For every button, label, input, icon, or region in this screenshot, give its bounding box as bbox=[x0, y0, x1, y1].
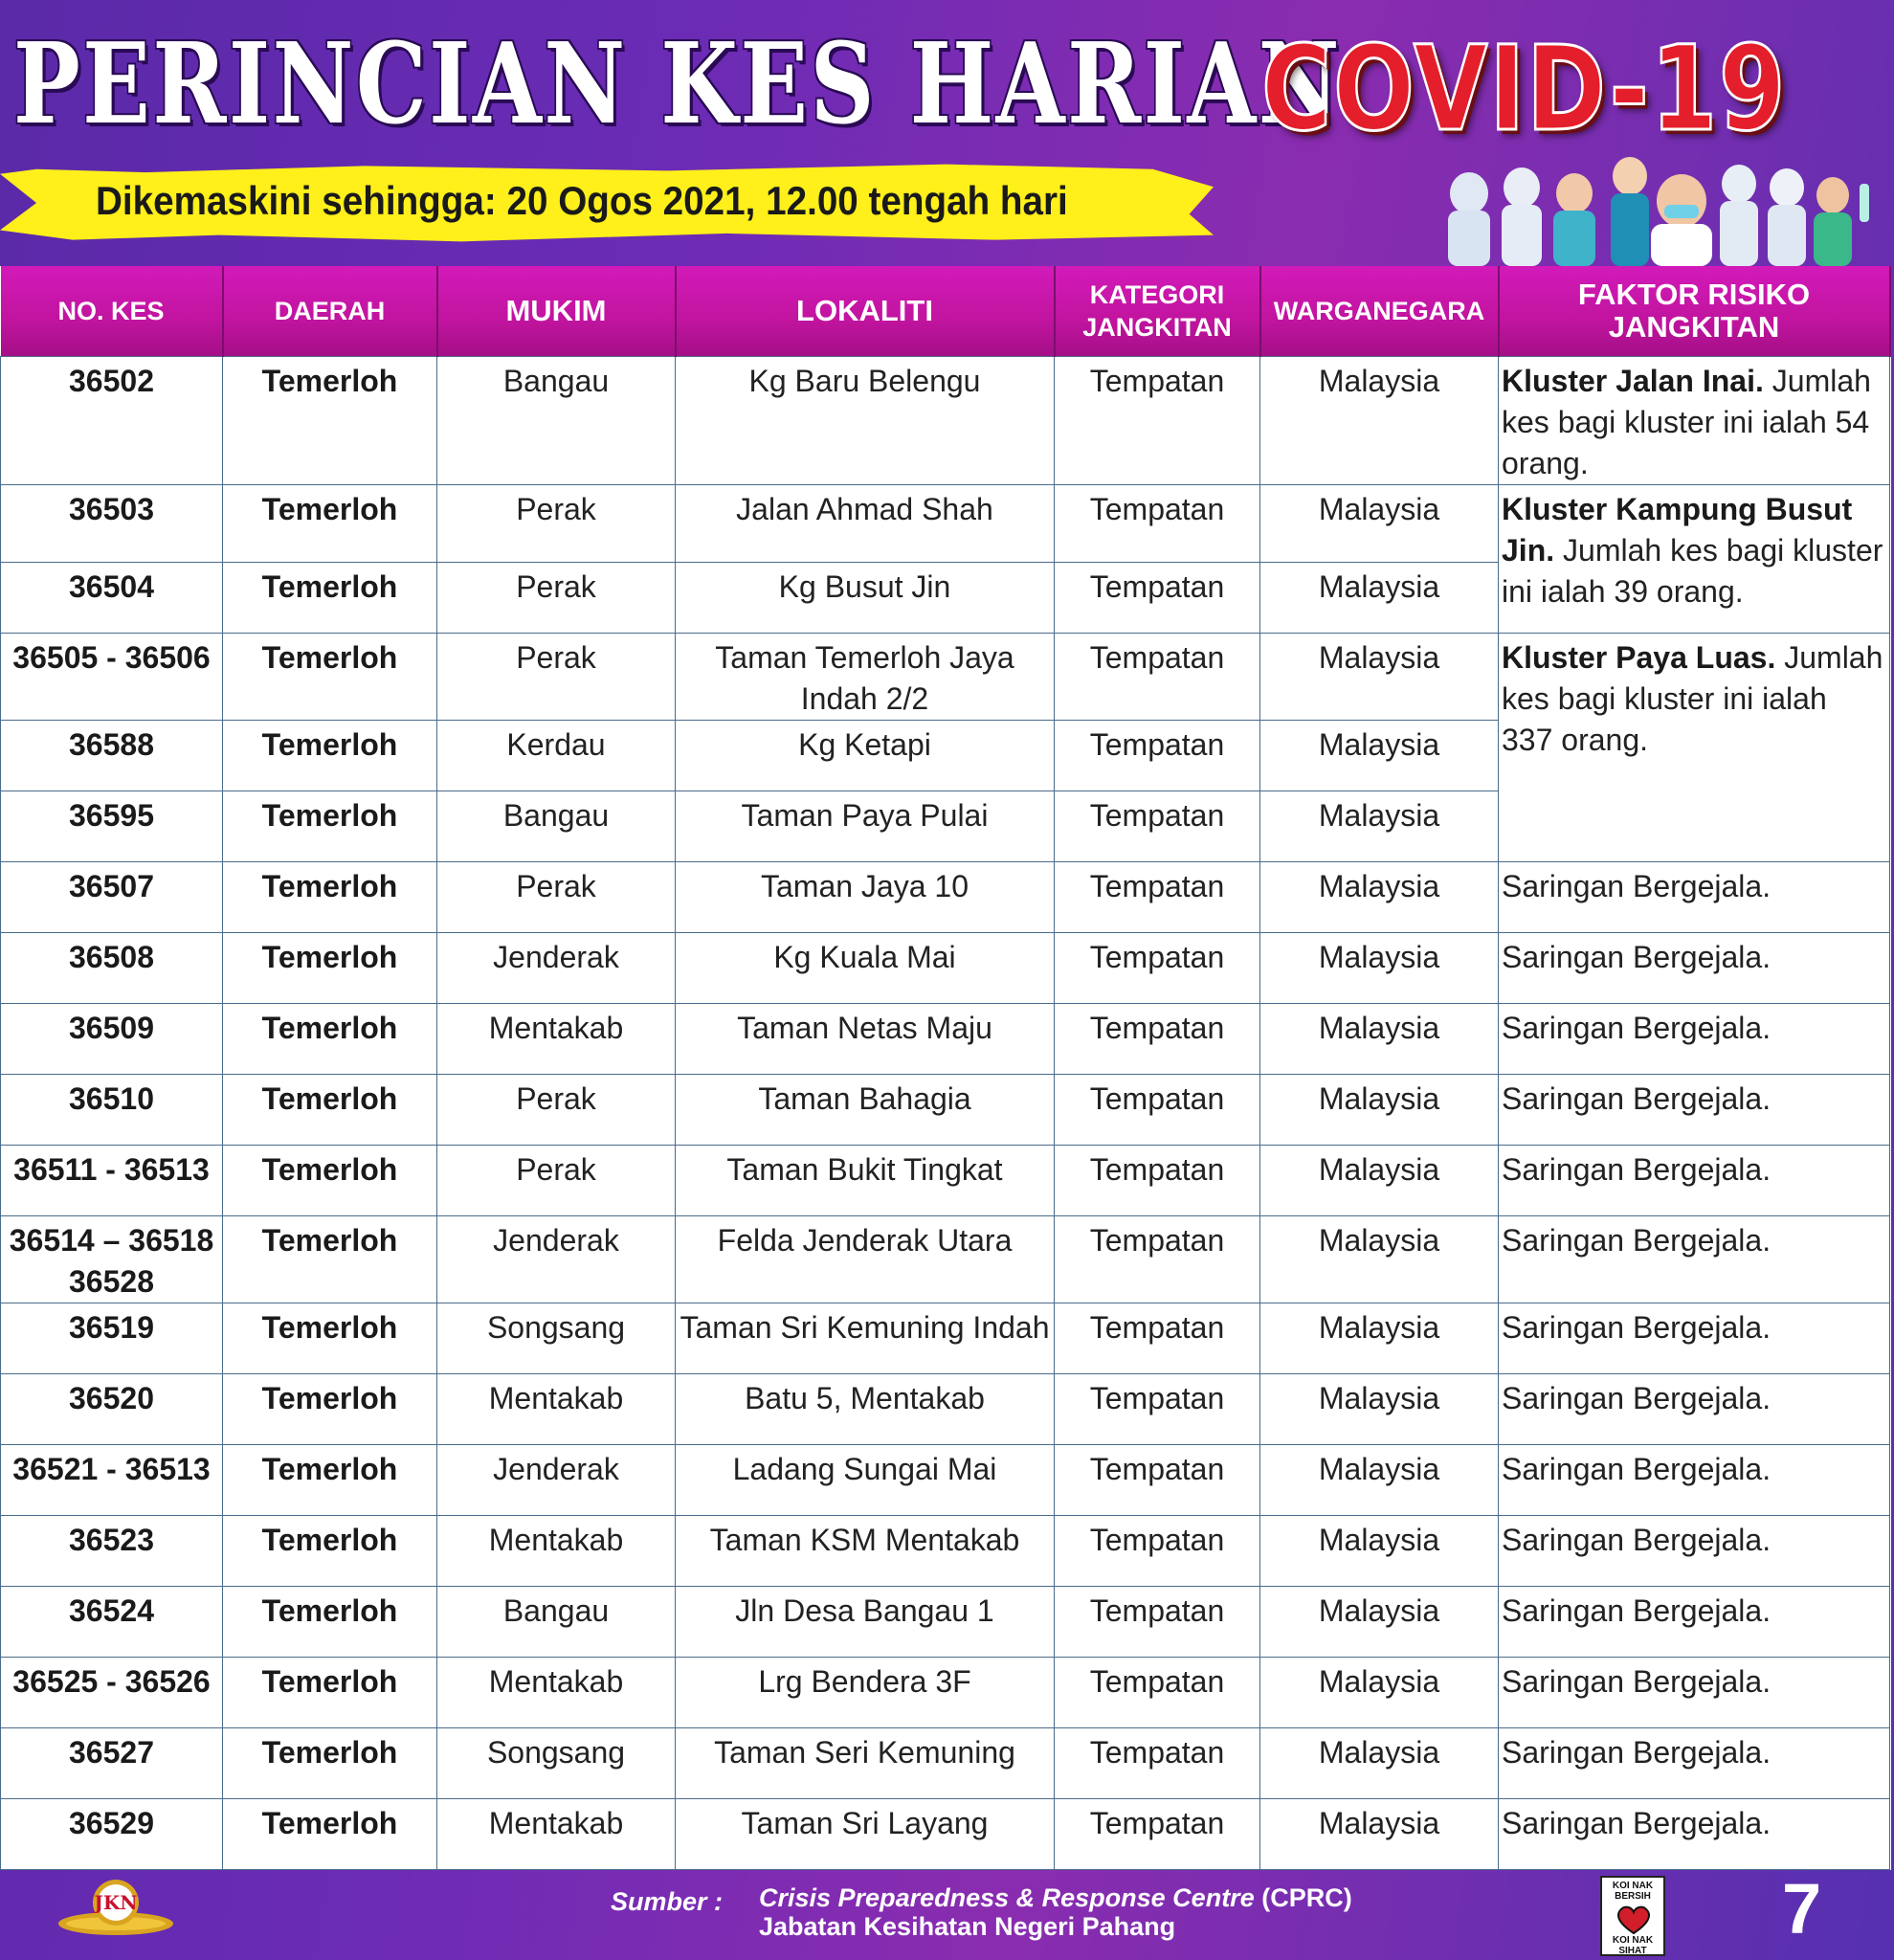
koi-bottom-text: KOI NAK SIHAT bbox=[1612, 1935, 1654, 1956]
jkn-logo-icon bbox=[54, 1874, 178, 1941]
case-number: 36504 bbox=[1, 562, 223, 633]
worker-figures-icon bbox=[1448, 157, 1869, 266]
citizenship: Malaysia bbox=[1260, 1515, 1499, 1586]
case-number: 36527 bbox=[1, 1727, 223, 1798]
case-number: 36502 bbox=[1, 356, 223, 484]
citizenship: Malaysia bbox=[1260, 932, 1499, 1003]
category: Tempatan bbox=[1055, 1373, 1260, 1444]
case-number: 36510 bbox=[1, 1074, 223, 1145]
table-row bbox=[1, 1444, 1890, 1515]
category: Tempatan bbox=[1055, 1215, 1260, 1303]
citizenship: Malaysia bbox=[1260, 1657, 1499, 1727]
category: Tempatan bbox=[1055, 1145, 1260, 1215]
case-number: 36523 bbox=[1, 1515, 223, 1586]
table-row bbox=[1, 1727, 1890, 1798]
column-header-lokaliti: LOKALITI bbox=[676, 266, 1055, 356]
koi-top-text: KOI NAK BERSIH bbox=[1612, 1881, 1654, 1902]
locality: Jln Desa Bangau 1 bbox=[676, 1586, 1055, 1657]
locality: Taman Sri Layang bbox=[676, 1798, 1055, 1869]
citizenship: Malaysia bbox=[1260, 791, 1499, 861]
district: Temerloh bbox=[223, 356, 437, 484]
mukim: Mentakab bbox=[437, 1373, 676, 1444]
table-row bbox=[1, 484, 1890, 562]
locality: Kg Kuala Mai bbox=[676, 932, 1055, 1003]
category: Tempatan bbox=[1055, 562, 1260, 633]
column-header-daerah: DAERAH bbox=[223, 266, 437, 356]
case-number: 36520 bbox=[1, 1373, 223, 1444]
locality: Jalan Ahmad Shah bbox=[676, 484, 1055, 562]
mukim: Mentakab bbox=[437, 1003, 676, 1074]
citizenship: Malaysia bbox=[1260, 720, 1499, 791]
risk-factor: Saringan Bergejala. bbox=[1499, 1727, 1890, 1798]
mukim: Mentakab bbox=[437, 1657, 676, 1727]
risk-factor: Saringan Bergejala. bbox=[1499, 1373, 1890, 1444]
cluster-detail: Jumlah kes bagi kluster ini ialah 337 orang. bbox=[1502, 639, 1883, 757]
table-header-row bbox=[1, 266, 1890, 356]
category: Tempatan bbox=[1055, 861, 1260, 932]
district: Temerloh bbox=[223, 633, 437, 720]
category: Tempatan bbox=[1055, 720, 1260, 791]
risk-factor bbox=[1499, 484, 1890, 633]
locality: Batu 5, Mentakab bbox=[676, 1373, 1055, 1444]
mukim: Songsang bbox=[437, 1727, 676, 1798]
risk-factor: Saringan Bergejala. bbox=[1499, 1444, 1890, 1515]
case-number: 36519 bbox=[1, 1303, 223, 1373]
table-row bbox=[1, 1657, 1890, 1727]
mukim: Kerdau bbox=[437, 720, 676, 791]
table-row bbox=[1, 1145, 1890, 1215]
case-number: 36505 - 36506 bbox=[1, 633, 223, 720]
locality: Taman Jaya 10 bbox=[676, 861, 1055, 932]
citizenship: Malaysia bbox=[1260, 861, 1499, 932]
column-header-kes: NO. KES bbox=[1, 266, 223, 356]
column-header-kategori: KATEGORI JANGKITAN bbox=[1055, 266, 1260, 356]
column-header-warganegara: WARGANEGARA bbox=[1260, 266, 1499, 356]
category: Tempatan bbox=[1055, 633, 1260, 720]
case-table bbox=[0, 266, 1889, 1870]
table-row bbox=[1, 1303, 1890, 1373]
district: Temerloh bbox=[223, 1215, 437, 1303]
district: Temerloh bbox=[223, 1657, 437, 1727]
locality: Taman Paya Pulai bbox=[676, 791, 1055, 861]
locality: Kg Busut Jin bbox=[676, 562, 1055, 633]
case-number: 36595 bbox=[1, 791, 223, 861]
category: Tempatan bbox=[1055, 1798, 1260, 1869]
district: Temerloh bbox=[223, 1515, 437, 1586]
citizenship: Malaysia bbox=[1260, 1373, 1499, 1444]
table-row bbox=[1, 1515, 1890, 1586]
mukim: Jenderak bbox=[437, 1444, 676, 1515]
district: Temerloh bbox=[223, 720, 437, 791]
district: Temerloh bbox=[223, 1303, 437, 1373]
citizenship: Malaysia bbox=[1260, 1303, 1499, 1373]
locality: Taman Netas Maju bbox=[676, 1003, 1055, 1074]
locality: Felda Jenderak Utara bbox=[676, 1215, 1055, 1303]
district: Temerloh bbox=[223, 861, 437, 932]
table-row bbox=[1, 356, 1890, 484]
risk-factor: Saringan Bergejala. bbox=[1499, 1303, 1890, 1373]
cluster-detail: Jumlah kes bagi kluster ini ialah 39 orang. bbox=[1502, 532, 1883, 609]
category: Tempatan bbox=[1055, 484, 1260, 562]
page-number: 7 bbox=[1782, 1869, 1822, 1949]
table-row bbox=[1, 1798, 1890, 1869]
source-line-1: Crisis Preparedness & Response Centre (CPRC) bbox=[759, 1883, 1352, 1912]
table-row bbox=[1, 633, 1890, 720]
citizenship: Malaysia bbox=[1260, 1145, 1499, 1215]
covid-title: COVID-19 bbox=[1261, 21, 1788, 157]
district: Temerloh bbox=[223, 1074, 437, 1145]
heart-icon bbox=[1615, 1904, 1652, 1935]
risk-factor: Saringan Bergejala. bbox=[1499, 932, 1890, 1003]
case-number: 36503 bbox=[1, 484, 223, 562]
table-row bbox=[1, 861, 1890, 932]
case-number: 36588 bbox=[1, 720, 223, 791]
mukim: Bangau bbox=[437, 1586, 676, 1657]
category: Tempatan bbox=[1055, 1586, 1260, 1657]
citizenship: Malaysia bbox=[1260, 562, 1499, 633]
case-number: 36529 bbox=[1, 1798, 223, 1869]
category: Tempatan bbox=[1055, 1074, 1260, 1145]
risk-factor: Saringan Bergejala. bbox=[1499, 1074, 1890, 1145]
table-row bbox=[1, 1373, 1890, 1444]
case-details-table bbox=[0, 266, 1891, 1870]
district: Temerloh bbox=[223, 1444, 437, 1515]
category: Tempatan bbox=[1055, 1303, 1260, 1373]
locality: Taman Bukit Tingkat bbox=[676, 1145, 1055, 1215]
cluster-name: Kluster Jalan Inai. bbox=[1502, 363, 1764, 398]
case-number: 36508 bbox=[1, 932, 223, 1003]
table-row bbox=[1, 1586, 1890, 1657]
mukim: Mentakab bbox=[437, 1515, 676, 1586]
category: Tempatan bbox=[1055, 932, 1260, 1003]
risk-factor: Saringan Bergejala. bbox=[1499, 1657, 1890, 1727]
table-row bbox=[1, 932, 1890, 1003]
locality: Taman Temerloh Jaya Indah 2/2 bbox=[676, 633, 1055, 720]
citizenship: Malaysia bbox=[1260, 1074, 1499, 1145]
locality: Kg Baru Belengu bbox=[676, 356, 1055, 484]
mukim: Mentakab bbox=[437, 1798, 676, 1869]
district: Temerloh bbox=[223, 562, 437, 633]
citizenship: Malaysia bbox=[1260, 1727, 1499, 1798]
locality: Taman Bahagia bbox=[676, 1074, 1055, 1145]
cluster-name: Kluster Paya Luas. bbox=[1502, 639, 1776, 675]
healthcare-workers-illustration bbox=[1431, 155, 1890, 266]
source-label: Sumber : bbox=[611, 1887, 724, 1916]
risk-factor bbox=[1499, 356, 1890, 484]
category: Tempatan bbox=[1055, 1727, 1260, 1798]
mukim: Perak bbox=[437, 861, 676, 932]
jkn-logo-text: JKN bbox=[94, 1891, 138, 1914]
citizenship: Malaysia bbox=[1260, 484, 1499, 562]
category: Tempatan bbox=[1055, 1515, 1260, 1586]
mukim: Songsang bbox=[437, 1303, 676, 1373]
mukim: Perak bbox=[437, 484, 676, 562]
district: Temerloh bbox=[223, 1145, 437, 1215]
mukim: Jenderak bbox=[437, 1215, 676, 1303]
category: Tempatan bbox=[1055, 791, 1260, 861]
source-line-2: Jabatan Kesihatan Negeri Pahang bbox=[759, 1912, 1176, 1941]
category: Tempatan bbox=[1055, 356, 1260, 484]
risk-factor: Saringan Bergejala. bbox=[1499, 1003, 1890, 1074]
page-title: PERINCIAN KES HARIAN bbox=[13, 19, 1343, 149]
risk-factor: Saringan Bergejala. bbox=[1499, 1515, 1890, 1586]
case-number: 36521 - 36513 bbox=[1, 1444, 223, 1515]
citizenship: Malaysia bbox=[1260, 1586, 1499, 1657]
table-row bbox=[1, 1215, 1890, 1303]
district: Temerloh bbox=[223, 484, 437, 562]
risk-factor: Saringan Bergejala. bbox=[1499, 1586, 1890, 1657]
locality: Taman KSM Mentakab bbox=[676, 1515, 1055, 1586]
case-number: 36525 - 36526 bbox=[1, 1657, 223, 1727]
table-row bbox=[1, 1074, 1890, 1145]
mukim: Perak bbox=[437, 1074, 676, 1145]
risk-factor: Saringan Bergejala. bbox=[1499, 1145, 1890, 1215]
case-number: 36511 - 36513 bbox=[1, 1145, 223, 1215]
koi-nak-sihat-logo bbox=[1600, 1876, 1665, 1956]
district: Temerloh bbox=[223, 1727, 437, 1798]
update-date: Dikemaskini sehingga: 20 Ogos 2021, 12.00 tengah hari bbox=[96, 178, 1068, 223]
case-number: 36507 bbox=[1, 861, 223, 932]
locality: Lrg Bendera 3F bbox=[676, 1657, 1055, 1727]
citizenship: Malaysia bbox=[1260, 1444, 1499, 1515]
risk-factor: Saringan Bergejala. bbox=[1499, 1215, 1890, 1303]
citizenship: Malaysia bbox=[1260, 1798, 1499, 1869]
case-number: 36509 bbox=[1, 1003, 223, 1074]
header bbox=[0, 0, 1894, 266]
cluster-name: Kluster Kampung Busut Jin. bbox=[1502, 491, 1853, 568]
district: Temerloh bbox=[223, 1003, 437, 1074]
citizenship: Malaysia bbox=[1260, 356, 1499, 484]
district: Temerloh bbox=[223, 1798, 437, 1869]
table-row bbox=[1, 1003, 1890, 1074]
category: Tempatan bbox=[1055, 1657, 1260, 1727]
district: Temerloh bbox=[223, 1586, 437, 1657]
risk-factor: Saringan Bergejala. bbox=[1499, 1798, 1890, 1869]
locality: Kg Ketapi bbox=[676, 720, 1055, 791]
case-number: 36524 bbox=[1, 1586, 223, 1657]
locality: Taman Sri Kemuning Indah bbox=[676, 1303, 1055, 1373]
mukim: Bangau bbox=[437, 356, 676, 484]
mukim: Bangau bbox=[437, 791, 676, 861]
mukim: Jenderak bbox=[437, 932, 676, 1003]
mukim: Perak bbox=[437, 562, 676, 633]
category: Tempatan bbox=[1055, 1444, 1260, 1515]
column-header-faktor: FAKTOR RISIKO JANGKITAN bbox=[1499, 266, 1890, 356]
district: Temerloh bbox=[223, 1373, 437, 1444]
mukim: Perak bbox=[437, 633, 676, 720]
category: Tempatan bbox=[1055, 1003, 1260, 1074]
mukim: Perak bbox=[437, 1145, 676, 1215]
cluster-detail: Jumlah kes bagi kluster ini ialah 54 orang. bbox=[1502, 363, 1871, 480]
citizenship: Malaysia bbox=[1260, 633, 1499, 720]
case-number: 36514 – 36518 36528 bbox=[1, 1215, 223, 1303]
citizenship: Malaysia bbox=[1260, 1215, 1499, 1303]
locality: Taman Seri Kemuning bbox=[676, 1727, 1055, 1798]
district: Temerloh bbox=[223, 932, 437, 1003]
footer bbox=[0, 1864, 1894, 1960]
risk-factor bbox=[1499, 633, 1890, 861]
column-header-mukim: MUKIM bbox=[437, 266, 676, 356]
locality: Ladang Sungai Mai bbox=[676, 1444, 1055, 1515]
district: Temerloh bbox=[223, 791, 437, 861]
citizenship: Malaysia bbox=[1260, 1003, 1499, 1074]
risk-factor: Saringan Bergejala. bbox=[1499, 861, 1890, 932]
